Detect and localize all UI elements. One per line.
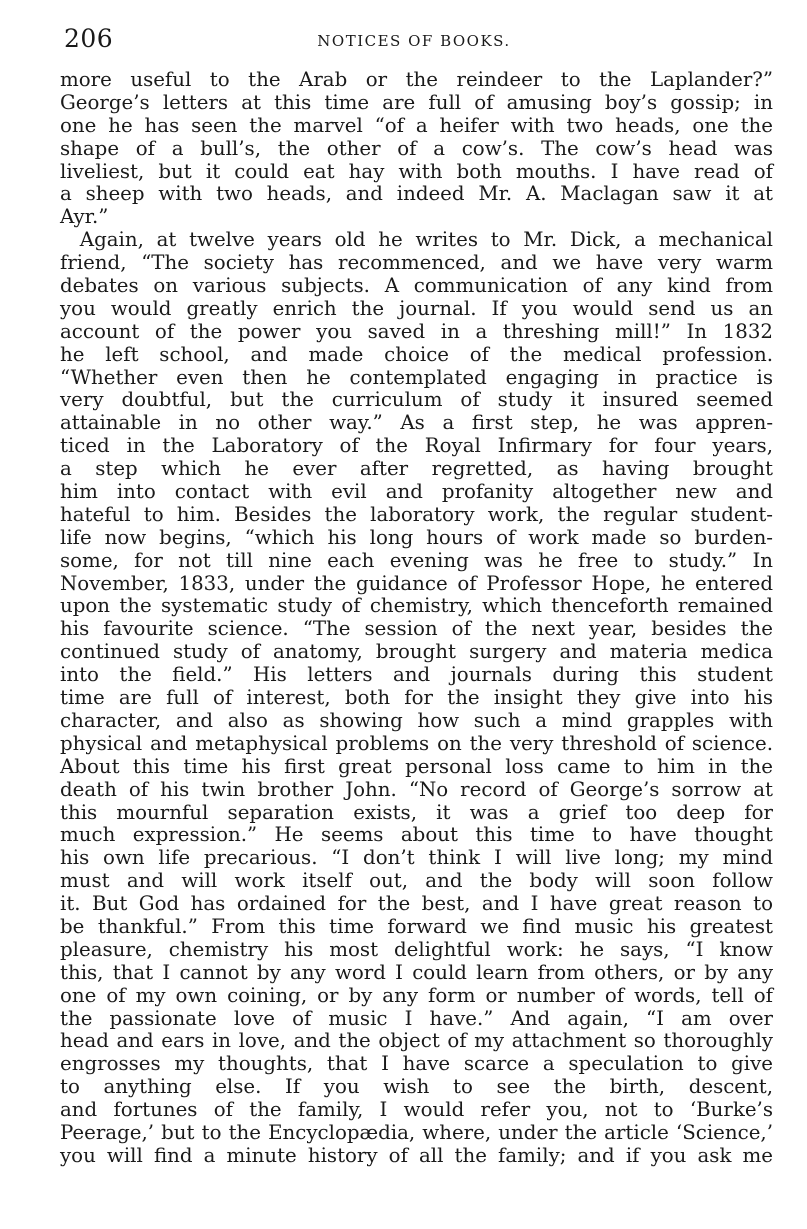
text-line: him into contact with evil and profanity altogether new and: [60, 480, 773, 504]
running-title: NOTICES OF BOOKS.: [317, 32, 511, 50]
text-line: this mournful separation exists, it was a grief too deep for: [60, 800, 773, 824]
text-line: you would greatly enrich the journal. If you would send us an: [60, 296, 773, 320]
text-line: engrosses my thoughts, that I have scarce a speculation to give: [60, 1052, 773, 1076]
text-line: one he has seen the marvel “of a heifer with two heads, one the: [60, 113, 773, 137]
text-line: Again, at twelve years old he writes to Mr. Dick, a mechanical: [60, 228, 773, 252]
text-line: life now begins, “which his long hours of work made so burden-: [60, 525, 773, 549]
text-line: one of my own coining, or by any form or number of words, tell of: [60, 983, 773, 1007]
text-line: shape of a bull’s, the other of a cow’s. The cow’s head was: [60, 136, 773, 160]
text-line: and fortunes of the family, I would refer you, not to ‘Burke’s: [60, 1098, 773, 1122]
text-line: November, 1833, under the guidance of Professor Hope, he entered: [60, 571, 773, 595]
text-line: upon the systematic study of chemistry, which thenceforth remained: [60, 594, 773, 618]
text-line: “Whether even then he contemplated engaging in practice is: [60, 365, 773, 389]
text-line: physical and metaphysical problems on the very threshold of science.: [60, 731, 773, 755]
text-line: George’s letters at this time are full of amusing boy’s gossip; in: [60, 90, 773, 114]
text-line: debates on various subjects. A communication of any kind from: [60, 274, 773, 298]
text-line: Peerage,’ but to the Encyclopædia, where, under the article ‘Science,’: [60, 1120, 773, 1144]
text-line: continued study of anatomy, brought surgery and materia medica: [60, 640, 773, 664]
text-line: a sheep with two heads, and indeed Mr. A. Maclagan saw it at: [60, 182, 773, 206]
text-line: this, that I cannot by any word I could learn from others, or by any: [60, 960, 773, 984]
text-line: much expression.” He seems about this time to have thought: [60, 823, 773, 847]
text-line: more useful to the Arab or the reindeer to the Laplander?”: [60, 68, 773, 91]
text-line: friend, “The society has recommenced, and we have very warm: [60, 251, 773, 275]
page-number: 206: [64, 24, 114, 53]
text-line: head and ears in love, and the object of my attachment so thoroughly: [60, 1029, 773, 1053]
text-line: character, and also as showing how such a mind grapples with: [60, 708, 773, 732]
text-line: you will find a minute history of all the family; and if you ask me: [60, 1143, 773, 1167]
text-line: attainable in no other way.” As a first step, he was appren-: [60, 411, 773, 435]
text-line: to anything else. If you wish to see the birth, descent,: [60, 1075, 773, 1099]
text-line: his favourite science. “The session of the next year, besides the: [60, 617, 773, 641]
text-line: must and will work itself out, and the body will soon follow: [60, 869, 773, 893]
text-line: death of his twin brother John. “No record of George’s sorrow at: [60, 777, 773, 801]
text-line: pleasure, chemistry his most delightful work: he says, “I know: [60, 937, 773, 961]
text-line: time are full of interest, both for the insight they give into his: [60, 686, 773, 710]
text-line: his own life precarious. “I don’t think I will live long; my mind: [60, 846, 773, 870]
text-line: some, for not till nine each evening was he free to study.” In: [60, 548, 773, 572]
text-line: a step which he ever after regretted, as having brought: [60, 457, 773, 481]
text-line: he left school, and made choice of the medical profession.: [60, 342, 773, 366]
text-line: the passionate love of music I have.” And again, “I am over: [60, 1006, 773, 1030]
text-line: ticed in the Laboratory of the Royal Infirmary for four years,: [60, 434, 773, 458]
body-text: [60, 69, 773, 1168]
text-line: account of the power you saved in a threshing mill!” In 1832: [60, 319, 773, 343]
page-header: [64, 24, 764, 60]
text-line: Ayr.”: [60, 205, 109, 229]
text-line: it. But God has ordained for the best, and I have great reason to: [60, 892, 773, 916]
text-line: be thankful.” From this time forward we find music his greatest: [60, 914, 773, 938]
text-line: hateful to him. Besides the laboratory work, the regular student-: [60, 502, 773, 526]
text-line: very doubtful, but the curriculum of study it insured seemed: [60, 388, 773, 412]
text-line: liveliest, but it could eat hay with both mouths. I have read of: [60, 159, 773, 183]
text-line: into the field.” His letters and journals during this student: [60, 663, 773, 687]
text-line: About this time his first great personal loss came to him in the: [60, 754, 773, 778]
